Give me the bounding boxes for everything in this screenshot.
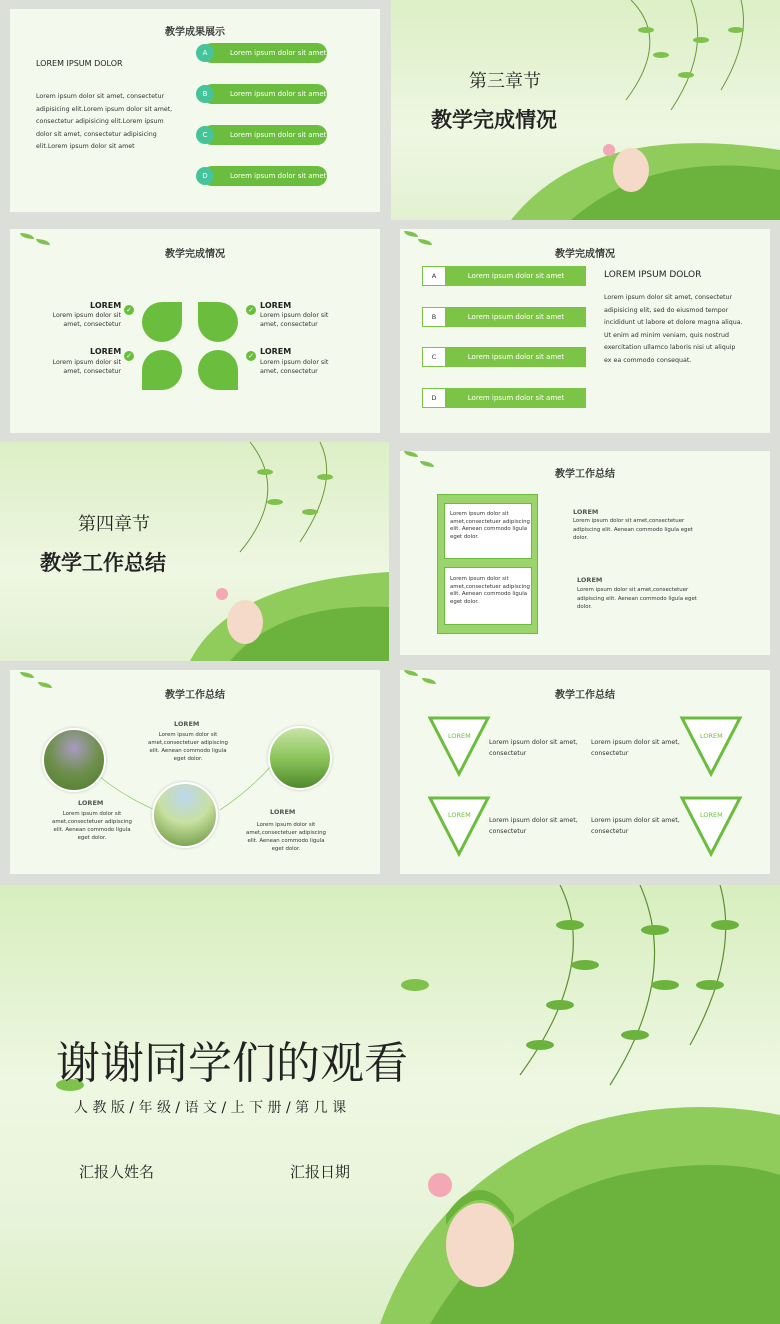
slide-title: 教学工作总结: [165, 690, 225, 701]
chapter-label: 第三章节: [469, 71, 541, 92]
triangle-label: LOREM: [700, 732, 723, 740]
item-text: Lorem ipsum dolor sit amet, consectetur: [52, 312, 121, 328]
check-icon: ✓: [124, 351, 134, 361]
item-text: Lorem ipsum dolor sit amet: [230, 90, 327, 98]
slide-work-summary-photos[interactable]: [10, 670, 380, 874]
triangle-shapes: [400, 670, 770, 874]
item-text: Lorem ipsum dolor sit amet, consectetur: [489, 739, 578, 757]
body-text: Lorem ipsum dolor sit amet, consectetur adipisicing elit.Lorem ipsum dolor sit amet, consectetur adipisicing elit.Lorem ipsum dolor sit amet, consectetur adipisicing elit.Lorem ipsum dolor sit amet: [36, 93, 173, 150]
list-item: [202, 166, 327, 186]
body-text: Lorem ipsum dolor sit amet, consectetur adipisicing elit, sed do eiusmod tempor incididunt ut labore et dolore magna aliqua. Ut enim ad minim veniam, quis nostrud exercitation ullamco laboris nisi ut aliquip ex ea commodo consequat.: [604, 294, 743, 364]
triangle-label: LOREM: [448, 732, 471, 740]
item-head: LOREM: [573, 508, 599, 516]
leaf-decoration: [404, 451, 418, 457]
item-head: LOREM: [90, 301, 122, 310]
list-bar: Lorem ipsum dolor sit amet: [446, 307, 586, 327]
bouquet-icon: [198, 350, 238, 390]
item-text: Lorem ipsum dolor sit amet, consectetur: [260, 312, 329, 328]
letter-badge: C: [196, 126, 214, 144]
triangle-label: LOREM: [700, 811, 723, 819]
item-text: Lorem ipsum dolor sit amet, consectetur: [52, 359, 121, 375]
list-bar: Lorem ipsum dolor sit amet: [446, 388, 586, 408]
item-text: Lorem ipsum dolor sit amet,consectetuer adipiscing elit. Aenean commodo ligula eget dolor.: [148, 732, 228, 762]
letter-box: B: [422, 307, 446, 327]
list-bar: Lorem ipsum dolor sit amet: [446, 347, 586, 367]
check-icon: ✓: [246, 305, 256, 315]
field-photo: [268, 726, 332, 790]
leaf-decoration: [404, 231, 418, 237]
chapter-title: 教学完成情况: [431, 108, 557, 132]
reporter-name: 汇报人姓名: [79, 1163, 155, 1181]
item-text: Lorem ipsum dolor sit amet, consectetur: [591, 817, 680, 835]
item-text: Lorem ipsum dolor sit amet, consectetur: [591, 739, 680, 757]
item-head: LOREM: [270, 808, 296, 816]
check-icon: ✓: [124, 305, 134, 315]
leaf-decoration: [20, 233, 34, 239]
item-text: Lorem ipsum dolor sit amet,consectetuer adipiscing elit. Aenean commodo ligula eget dolor.: [577, 587, 697, 610]
heading: LOREM IPSUM DOLOR: [604, 270, 702, 280]
triangle-label: LOREM: [448, 811, 471, 819]
check-icon: ✓: [246, 351, 256, 361]
item-text: Lorem ipsum dolor sit amet: [230, 172, 327, 180]
item-head: LOREM: [260, 347, 292, 356]
chapter-title: 教学工作总结: [40, 551, 166, 575]
flowers-photo: [152, 782, 218, 848]
slide-title: 教学工作总结: [555, 690, 615, 701]
letter-badge: D: [196, 167, 214, 185]
slide-chapter-4[interactable]: [0, 442, 389, 661]
item-text: Lorem ipsum dolor sit amet, consectetur: [260, 359, 329, 375]
list-bar: Lorem ipsum dolor sit amet: [446, 266, 586, 286]
slide-completion-list[interactable]: [400, 229, 770, 433]
item-head: LOREM: [78, 799, 104, 807]
item-text: Lorem ipsum dolor sit amet: [230, 131, 327, 139]
letter-box: D: [422, 388, 446, 408]
slide-teaching-results[interactable]: [10, 9, 380, 212]
list-item: [202, 125, 327, 145]
letter-box: C: [422, 347, 446, 367]
rose-icon: [198, 302, 238, 342]
letter-box: A: [422, 266, 446, 286]
item-head: LOREM: [577, 576, 603, 584]
report-date: 汇报日期: [290, 1163, 351, 1181]
slide-title: 教学完成情况: [555, 249, 615, 260]
item-text: Lorem ipsum dolor sit amet: [230, 49, 327, 57]
slide-completion-icons[interactable]: [10, 229, 380, 433]
slide-work-summary-triangles[interactable]: [400, 670, 770, 874]
flower-icon: [142, 350, 182, 390]
item-text: Lorem ipsum dolor sit amet, consectetur: [489, 817, 578, 835]
list-item: [202, 43, 327, 63]
thank-you-title: 谢谢同学们的观看: [56, 1038, 408, 1089]
meadow-photo: [42, 728, 106, 792]
slide-title: 教学完成情况: [165, 249, 225, 260]
slide-chapter-3[interactable]: [391, 0, 780, 220]
letter-badge: A: [196, 44, 214, 62]
slide-work-summary-notes[interactable]: [400, 451, 770, 655]
note-text: Lorem ipsum dolor sit amet,consectetuer adipiscing elit. Aenean commodo ligula eget dolor.: [450, 576, 530, 605]
letter-badge: B: [196, 85, 214, 103]
heading: LOREM IPSUM DOLOR: [36, 59, 123, 68]
item-head: LOREM: [260, 301, 292, 310]
snowdrop-icon: [142, 302, 182, 342]
item-text: Lorem ipsum dolor sit amet,consectetuer adipiscing elit. Aenean commodo ligula eget dolor.: [52, 811, 132, 841]
chapter-label: 第四章节: [78, 514, 150, 535]
item-head: LOREM: [174, 720, 200, 728]
slide-thank-you[interactable]: [0, 885, 780, 1324]
slide-title: 教学工作总结: [555, 469, 615, 480]
subtitle: 人 教 版 / 年 级 / 语 文 / 上 下 册 / 第 几 课: [74, 1100, 347, 1116]
list-item: [202, 84, 327, 104]
note-text: Lorem ipsum dolor sit amet,consectetuer adipiscing elit. Aenean commodo ligula eget dolor.: [450, 511, 530, 540]
slide-title: 教学成果展示: [165, 27, 225, 38]
item-text: Lorem ipsum dolor sit amet,consectetuer adipiscing elit. Aenean commodo ligula eget dolor.: [246, 822, 326, 852]
item-head: LOREM: [90, 347, 122, 356]
item-text: Lorem ipsum dolor sit amet,consectetuer adipiscing elit. Aenean commodo ligula eget dolor.: [573, 518, 693, 541]
